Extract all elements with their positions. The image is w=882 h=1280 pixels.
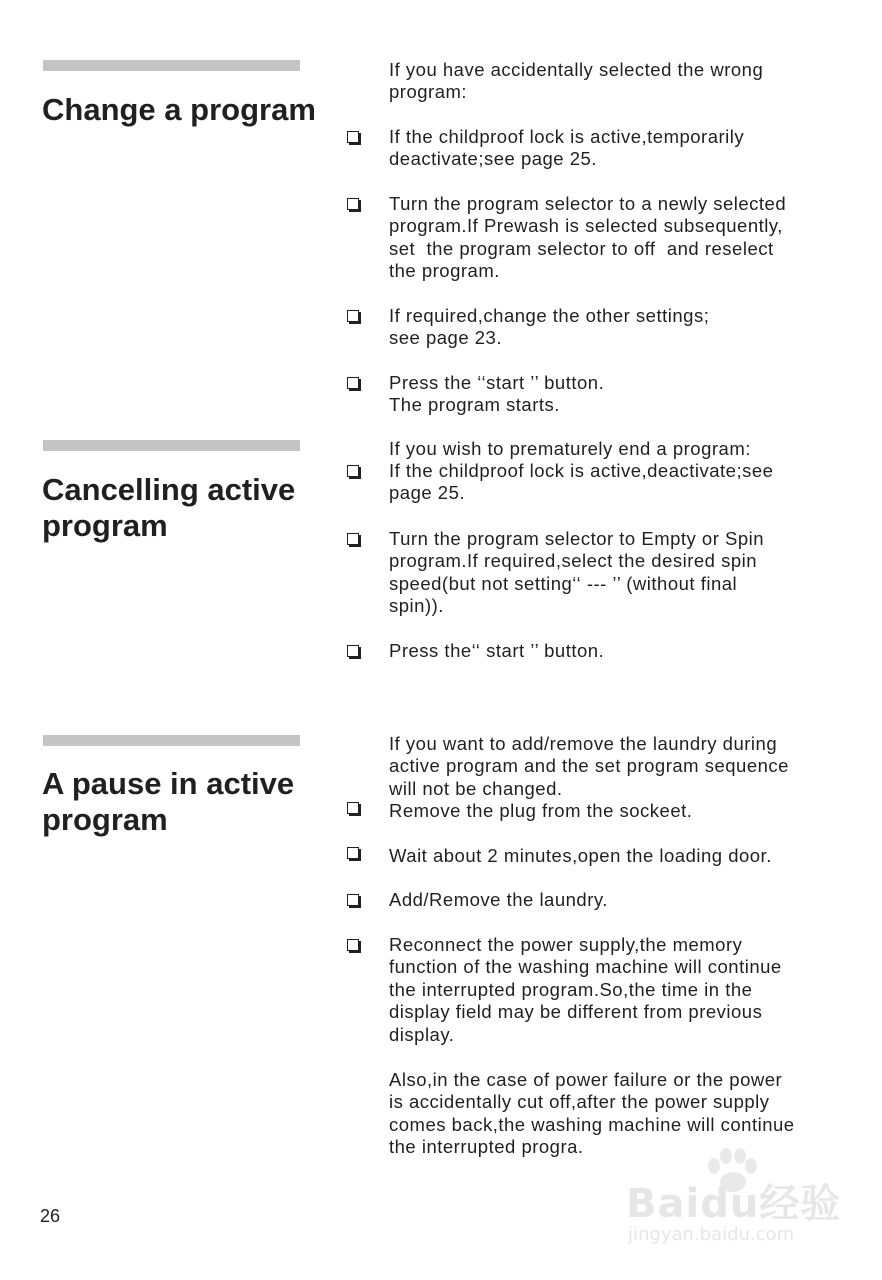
section-intro: If you wish to prematurely end a program: (389, 438, 751, 459)
watermark-logo: Baidu经验 (626, 1181, 842, 1227)
section-intro: If you want to add/remove the laundry during active program and the set program sequence will not be changed. (389, 733, 789, 799)
section-note: Also,in the case of power failure or the power is accidentally cut off,after the power supply comes back,the washing machine will continue the interrupted progra. (389, 1069, 795, 1158)
section-divider-bar (43, 735, 300, 746)
checkbox-bullet-icon (347, 939, 359, 951)
checkbox-bullet-icon (347, 645, 359, 657)
list-item: Add/Remove the laundry. (389, 889, 608, 910)
page-number: 26 (40, 1206, 61, 1226)
list-item: If required,change the other settings; see page 23. (389, 305, 710, 349)
section-heading-cancel-program: Cancelling active program (42, 472, 296, 543)
baidu-watermark (622, 1148, 854, 1252)
list-item: Turn the program selector to Empty or Spin program.If required,select the desired spin speed(but not setting‘‘ --- ’’ (without final spin)). (389, 528, 765, 617)
list-item: Press the‘‘ start ’’ button. (389, 640, 605, 661)
watermark-url: jingyan.baidu.com (628, 1224, 795, 1245)
checkbox-bullet-icon (347, 198, 359, 210)
list-item: If the childproof lock is active,temporarily deactivate;see page 25. (389, 126, 745, 170)
checkbox-bullet-icon (347, 377, 359, 389)
section-divider-bar (43, 440, 300, 451)
checkbox-bullet-icon (347, 802, 359, 814)
checkbox-bullet-icon (347, 131, 359, 143)
checkbox-bullet-icon (347, 894, 359, 906)
checkbox-bullet-icon (347, 533, 359, 545)
checkbox-bullet-icon (347, 847, 359, 859)
list-item: Remove the plug from the sockeet. (389, 800, 693, 821)
list-item: Reconnect the power supply,the memory function of the washing machine will continue the interrupted program.So,the time in the display field may be different from previous display. (389, 934, 782, 1045)
list-item: Turn the program selector to a newly selected program.If Prewash is selected subsequently, set the program selector to off and reselect the program. (389, 193, 787, 282)
checkbox-bullet-icon (347, 465, 359, 477)
list-item: Press the ‘‘start ’’ button. The program starts. (389, 372, 605, 416)
list-item: If the childproof lock is active,deactivate;see page 25. (389, 460, 774, 504)
section-divider-bar (43, 60, 300, 71)
checkbox-bullet-icon (347, 310, 359, 322)
section-heading-pause-program: A pause in active program (42, 766, 295, 837)
section-intro: If you have accidentally selected the wrong program: (389, 59, 764, 103)
section-heading-change-program: Change a program (42, 92, 316, 127)
list-item: Wait about 2 minutes,open the loading door. (389, 845, 772, 866)
